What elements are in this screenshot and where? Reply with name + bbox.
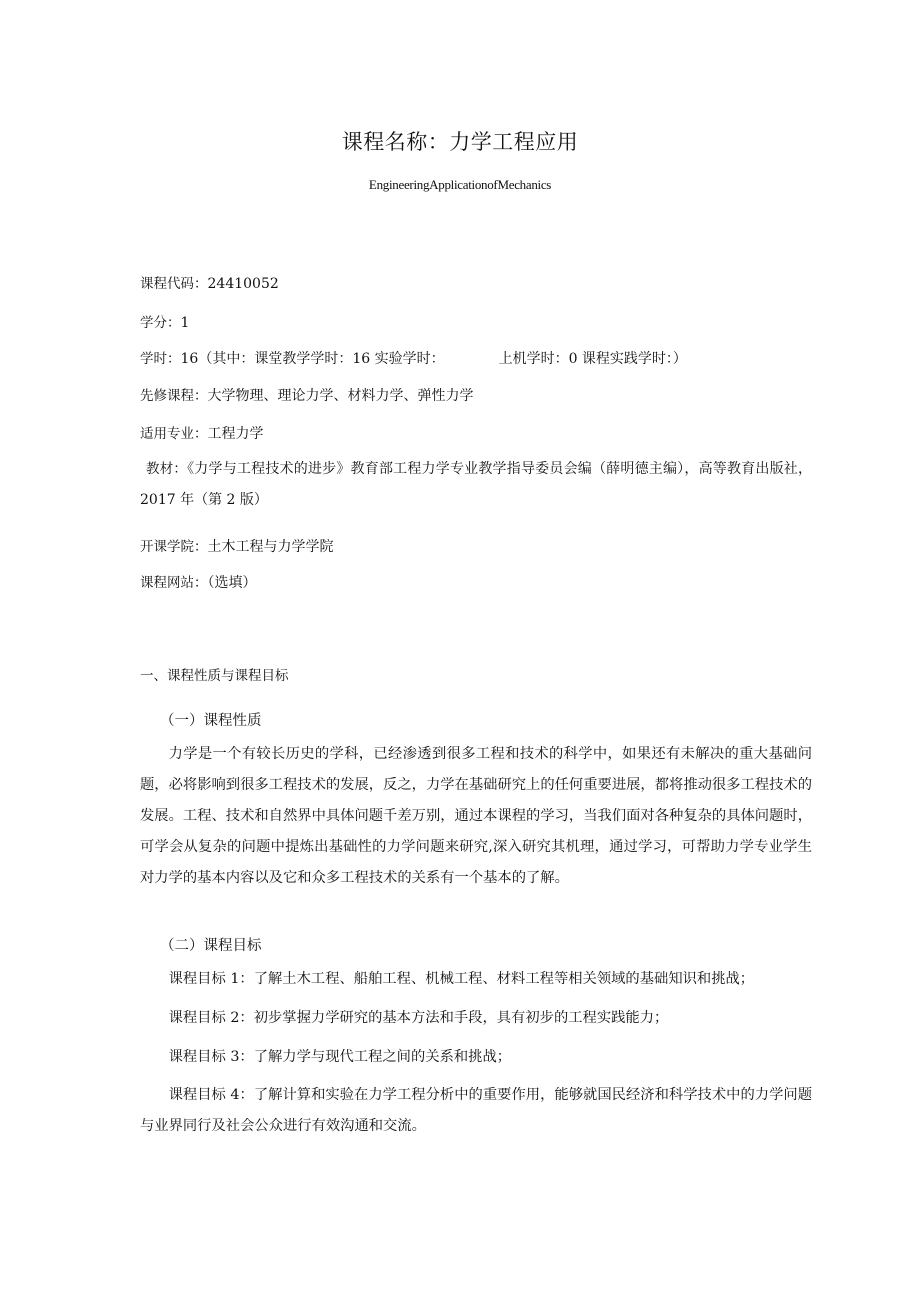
credit-line	[140, 311, 189, 331]
section-heading: 一、课程性质与课程目标	[140, 668, 289, 684]
prereq-value: 大学物理、理论力学、材料力学、弹性力学	[207, 388, 474, 404]
college-value: 土木工程与力学学院	[207, 539, 334, 555]
page-subtitle: EngineeringApplicationofMechanics	[368, 177, 552, 192]
nature-heading: （一）课程性质	[160, 713, 262, 729]
credit-label: 学分：	[140, 315, 181, 331]
textbook-value: 《力学与工程技术的进步》教育部工程力学专业教学指导委员会编（薛明德主编），高等教育出版社，2017 年（第 2 版）	[140, 461, 813, 508]
course-goal-1: 课程目标 1：了解土木工程、船舶工程、机械工程、材料工程等相关领域的基础知识和挑战；	[168, 971, 755, 987]
major-label: 适用专业：	[140, 426, 208, 442]
website-line	[140, 571, 257, 592]
prereq-label: 先修课程：	[140, 388, 208, 404]
textbook-label: 教材：	[146, 461, 188, 477]
course-goal-4: 课程目标 4：了解计算和实验在力学工程分析中的重要作用，能够就国民经济和科学技术中的力学问题与业界同行及社会公众进行有效沟通和交流。	[140, 1087, 812, 1134]
hours-value-part2: 上机学时：0 课程实践学时：）	[498, 351, 687, 367]
course-goal-3: 课程目标 3：了解力学与现代工程之间的关系和挑战；	[168, 1049, 512, 1065]
course-code-line	[140, 272, 279, 292]
major-value: 工程力学	[207, 426, 264, 442]
hours-label: 学时：	[140, 351, 181, 367]
credit-value: 1	[180, 315, 190, 331]
page-title: 课程名称：力学工程应用	[341, 130, 579, 154]
course-code-label: 课程代码：	[140, 276, 208, 292]
website-value: （选填）	[207, 575, 257, 591]
prereq-line	[140, 384, 474, 405]
hours-value-part1: 16（其中：课堂教学学时：16 实验学时：	[180, 351, 445, 367]
nature-paragraph: 力学是一个有较长历史的学科，已经渗透到很多工程和技术的科学中，如果还有未解决的重大基础问题，必将影响到很多工程技术的发展，反之，力学在基础研究上的任何重要进展，都将推动很多工程技术的发展。工程、技术和自然界中具体问题千差万别，通过本课程的学习，当我们面对各种复杂的具体问题时，可学会从复杂的问题中提炼出基础性的力学问题来研究,深入研究其机理，通过学习，可帮助力学专业学生对力学的基本内容以及它和众多工程技术的关系有一个基本的了解。	[140, 746, 812, 886]
course-code-value: 24410052	[207, 276, 279, 292]
college-line	[140, 535, 334, 556]
goals-heading: （二）课程目标	[160, 938, 262, 954]
college-label: 开课学院：	[140, 539, 208, 555]
major-line	[140, 422, 264, 443]
hours-line	[140, 347, 687, 368]
course-goal-2: 课程目标 2：初步掌握力学研究的基本方法和手段，具有初步的工程实践能力；	[168, 1010, 669, 1026]
website-label: 课程网站：	[140, 575, 208, 591]
textbook-line	[140, 454, 812, 516]
